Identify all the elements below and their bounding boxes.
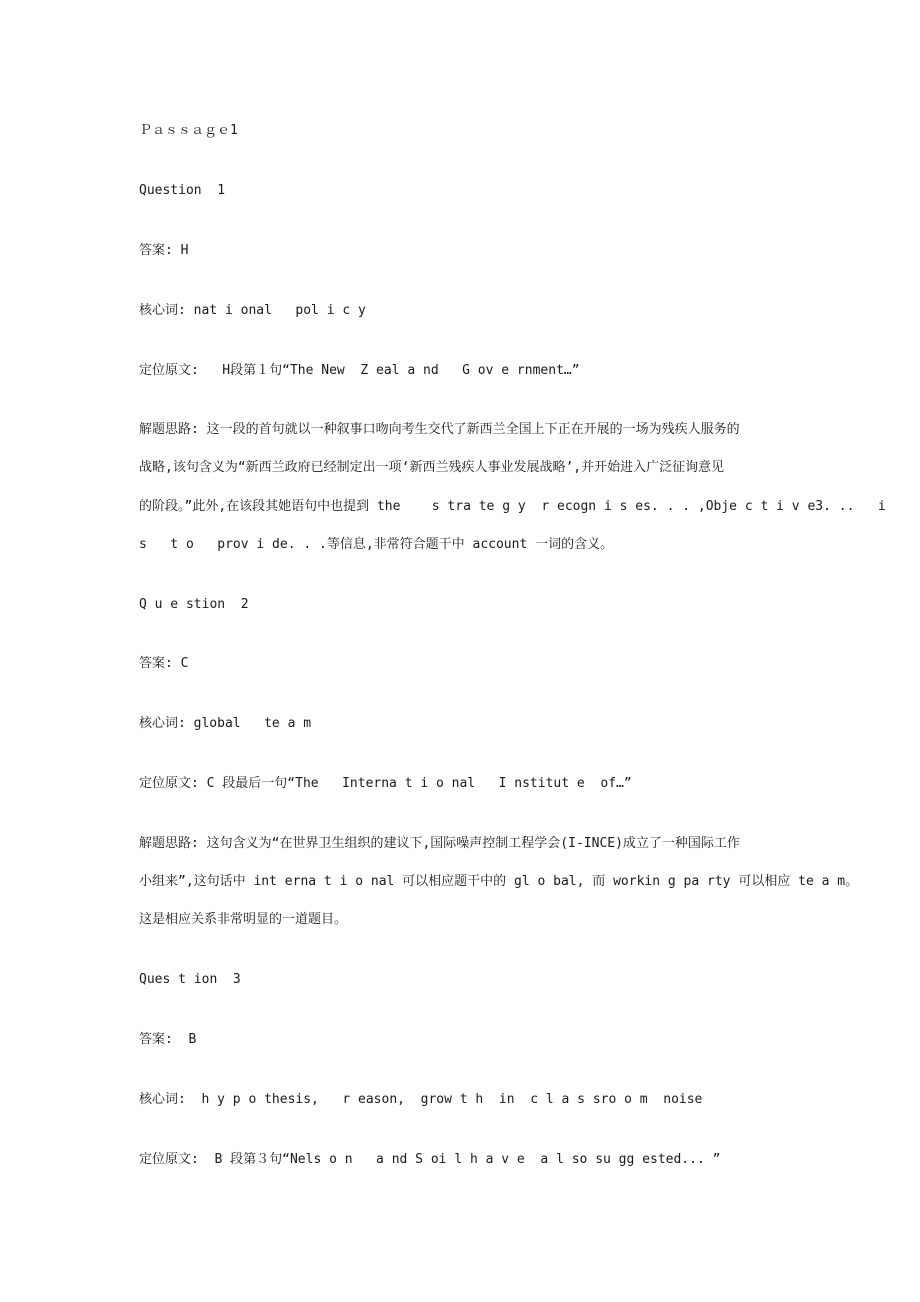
- question-3-location: 定位原文: B 段第３句“Nels o n a nd S oi l h a v e a l so su gg ested... ”: [139, 1152, 721, 1167]
- question-3-keywords: 核心词: h y p o thesis, r eason, grow t h in c l a s sro o m noise: [139, 1092, 703, 1107]
- passage-title: Ｐａｓｓａｇｅ1: [139, 123, 238, 138]
- question-2-location: 定位原文: C 段最后一句“The Interna t i o nal I nstitut e of…”: [139, 776, 632, 791]
- question-2-answer: 答案: C: [139, 656, 189, 671]
- question-2-heading: Q u e stion 2: [139, 597, 249, 612]
- question-1-answer: 答案: H: [139, 243, 189, 258]
- question-1-heading: Question 1: [139, 183, 226, 198]
- question-2-analysis-line: 这是相应关系非常明显的一道题目。: [139, 912, 348, 927]
- question-2-analysis-line: 解题思路: 这句含义为“在世界卫生组织的建议下,国际噪声控制工程学会(I-INCE)成立了一种国际工作: [139, 836, 740, 851]
- question-3-heading: Ques t ion 3: [139, 972, 241, 987]
- question-1-keywords: 核心词: nat i onal pol i c y: [139, 303, 366, 318]
- question-3-answer: 答案: B: [139, 1032, 197, 1047]
- question-2-analysis-line: 小组来”,这句话中 int erna t i o nal 可以相应题干中的 gl o bal, 而 workin g pa rty 可以相应 te a m。: [139, 874, 859, 889]
- question-1-analysis-line: 解题思路: 这一段的首句就以一种叙事口吻向考生交代了新西兰全国上下正在开展的一场为残疾人服务的: [139, 422, 740, 437]
- question-2-keywords: 核心词: global te a m: [139, 716, 312, 731]
- question-1-analysis-line: 战略,该句含义为“新西兰政府已经制定出一项‘新西兰残疾人事业发展战略’,并开始进入广泛征询意见: [139, 460, 725, 475]
- question-1-location: 定位原文: H段第１句“The New Z eal a nd G ov e rnment…”: [139, 363, 580, 378]
- question-1-analysis-line: s t o prov i de. . .等信息,非常符合题干中 account 一词的含义。: [139, 537, 614, 552]
- question-1-analysis-line: 的阶段。”此外,在该段其她语句中也提到 the s tra te g y r ecogn i s es. . . ,Obje c t i v e3. .. i: [139, 499, 886, 514]
